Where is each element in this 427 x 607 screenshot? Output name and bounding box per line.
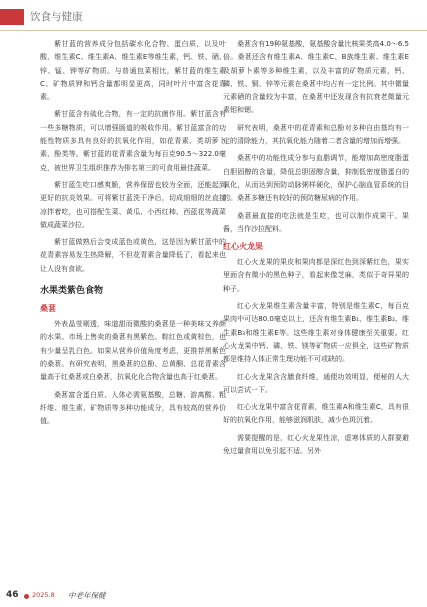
subheading-dragonfruit: 红心火龙果 bbox=[223, 242, 263, 252]
paragraph: 紫甘蓝生吃口感爽脆，营养保留也较为全面，还能起到更好的抗炎效果。可将紫甘蓝洗干净后，切成细细的丝直接凉拌着吃，也可搭配生菜、黄瓜、小西红柿、西蓝花等蔬菜做成蔬菜沙拉。 bbox=[40, 180, 226, 229]
paragraph: 桑葚含有19种氨基酸，氨基酸含量比核果类高4.0～6.5倍。桑葚还含有维生素A、维生素C、B族维生素、维生素E及胡萝卜素等多种维生素，以及丰富的矿物质元素，钙、磷、铁、铜、锌等元素在桑葚中均占有一定比例。其中微量元素硒的含量较为丰富，在桑葚中还发现含有抗衰老微量元素钼和锶。 bbox=[223, 40, 409, 115]
paragraph: 研究表明，桑葚中的花青素和总酚对多种自由基均有一定的清除能力，其抗氧化能力随着二者含量的增加而增强。 bbox=[223, 123, 409, 146]
page-header bbox=[0, 0, 427, 31]
paragraph: 紫甘蓝含有硫化合物，有一定的抗菌作用。紫甘蓝含有一些多糖物质，可以增强肠道的吸收作用。紫甘蓝富含的功能性物质多具有良好的抗氧化作用，如花青素、类胡萝卜素、酚类等。紫甘蓝的花青素含量为每百克90.5～322.0毫克，被世界卫生组织推荐为排名第三的可食用最佳蔬菜。 bbox=[40, 110, 226, 172]
paragraph: 红心火龙果中富含花青素，维生素A和维生素C，具有很好的抗氧化作用，能够滋润肌肤，减少色斑沉着。 bbox=[223, 403, 409, 425]
paragraph: 桑葚富含蛋白质、人体必需氨基酸，总糖、游离酸、粗纤维、维生素、矿物质等多种功能成分，具有较高的营养价值。 bbox=[40, 390, 226, 426]
paragraph: 桑葚最直接的吃法就是生吃，也可以制作成果干、果酱，当作沙拉配料。 bbox=[223, 211, 409, 233]
page-footer bbox=[0, 586, 427, 606]
section-heading: 水果类紫色食物 bbox=[40, 286, 104, 297]
paragraph: 红心火龙果维生素含量丰富，特别是维生素C，每百克果肉中可达80.0毫克以上，还含有维生素B₁、维生素B₂、维生素B₃和维生素E等。这些维生素对身体健康至关重要。红心火龙果中钙、磷、铁、镁等矿物质一应俱全，这些矿物质都是维持人体正常生理功能不可或缺的。 bbox=[223, 302, 409, 364]
paragraph: 外表晶莹剔透，味道甜而微酸的桑葚是一种美味又养颜的水果。市场上售卖的桑葚有黑紫色、粽红色或黄棕色，也有少量呈乳白色。如果从营养价值角度考虑，更推荐黑紫色的桑葚。有研究表明，黑桑葚的总酚、总黄酮、总花青素含量高于红桑葚或白桑葚，抗氧化化合物含量也高于红桑葚。 bbox=[40, 320, 226, 382]
section-title: 饮食与健康 bbox=[30, 11, 83, 23]
paragraph: 桑葚中的功能性成分参与血脂调节，能增加高密度脂蛋白胆固醇的含量，降低总胆固醇含量，抑制低密度脂蛋白的氧化，从而达到预防动脉粥样硬化，保护心脑血管系统的目的。桑葚多糖还有较好的预防糖尿病的作用。 bbox=[223, 154, 409, 203]
paragraph: 红心火龙果含含膳食纤维，通便功效明显，便秘的人大可以尝试一下。 bbox=[223, 372, 409, 394]
right-column bbox=[223, 38, 409, 462]
header-accent-bar bbox=[0, 9, 24, 25]
paragraph: 需要提醒的是，红心火龙果性凉，虚寒体质的人群要避免过量食用以免引起不适。另外 bbox=[223, 433, 409, 456]
paragraph: 紫甘蓝做熟后会变成蓝色或黄色，这是因为紫甘蓝中的花青素容易发生热降解，不但花青素含量降低了，看起来也让人没有食欲。 bbox=[40, 238, 226, 273]
subheading-mulberry: 桑葚 bbox=[40, 304, 56, 314]
magazine-name: 中老年保健 bbox=[68, 591, 106, 600]
paragraph: 红心火龙果的果皮和果肉都是深红色到深紫红色，果实里面含有微小的黑色种子，看起来像芝麻，类似于奇异果的种子。 bbox=[223, 258, 409, 293]
page-number: 46 bbox=[6, 590, 19, 600]
left-column bbox=[40, 38, 226, 432]
issue-date: 2025.8 bbox=[32, 591, 55, 599]
paragraph: 紫甘蓝的营养成分包括碳水化合物、蛋白质，以及叶酸、维生素C、维生素A、维生素E等维生素，钙、铁、硒、锌、锰、钾等矿物质。与普通包菜相比，紫甘蓝的维生素C、矿物质钾和钙含量都明显更高，同时叶片中富含花青素。 bbox=[40, 40, 226, 102]
footer-dot-icon bbox=[24, 594, 29, 599]
